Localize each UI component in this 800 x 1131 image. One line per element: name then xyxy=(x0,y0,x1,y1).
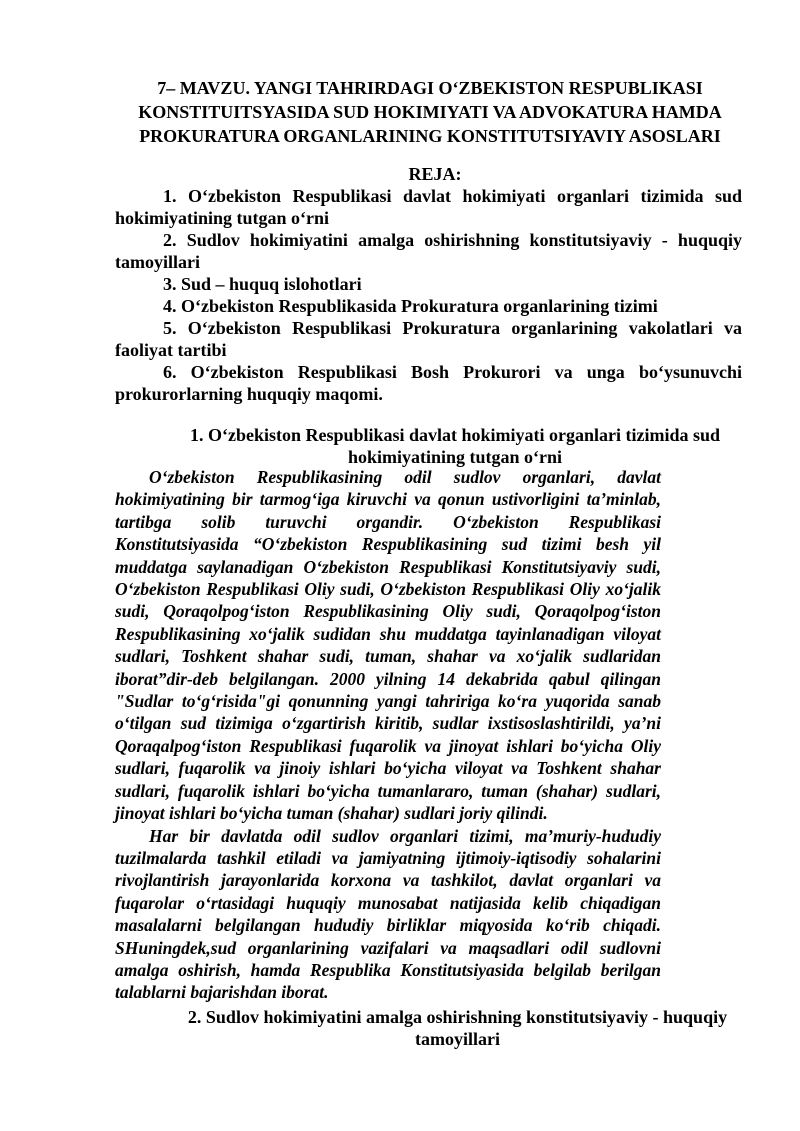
section-1-body xyxy=(115,466,661,1004)
section-1-heading xyxy=(115,424,795,468)
plan-item-2: 2. Sudlov hokimiyatini amalga oshirishning konstitutsiyaviy - huquqiy tamoyillari xyxy=(115,230,742,272)
plan-item-1: 1. O‘zbekiston Respublikasi davlat hokimiyati organlari tizimida sud hokimiyatining tutgan o‘rni xyxy=(115,186,742,228)
plan-item-6: 6. O‘zbekiston Respublikasi Bosh Prokurori va unga bo‘ysunuvchi prokurorlarning huquqiy maqomi. xyxy=(115,362,742,404)
paragraph-1: O‘zbekiston Respublikasining odil sudlov organlari, davlat hokimiyatining bir tarmog‘iga kiruvchi va qonun ustivorligini ta’minlab, tartibga solib turuvchi organdir. O‘zbekiston Respublikasi Konstitutsiyasida “O‘zbekiston Respublikasining sud tizimi besh yil muddatga saylanadigan O‘zbekiston Respublikasi Konstitutsiyaviy sudi, O‘zbekiston Respublikasi Oliy sudi, O‘zbekiston Respublikasi Oliy xo‘jalik sudi, Qoraqolpog‘iston Respublikasining Oliy sudi, Qoraqolpog‘iston Respublikasining xo‘jalik sudidan shu muddatga tayinlanadigan viloyat sudlari, Toshkent shahar sudi, tuman, shahar va xo‘jalik sudlaridan iborat”dir-deb belgilangan. 2000 yilning 14 dekabrida qabul qilingan "Sudlar to‘g‘risida"gi qonunning yangi tahririga ko‘ra yuqorida sanab o‘tilgan sud tizimiga o‘zgartirish kiritib, sudlar ixstisoslashtirildi, ya’ni Qoraqalpog‘iston Respublikasi fuqarolik va jinoyat ishlari bo‘yicha Oliy sudlari, fuqarolik va jinoiy ishlari bo‘yicha viloyat va Toshkent shahar sudlari, fuqarolik ishlari bo‘yicha tumanlararo, tuman (shahar) sudlari, jinoyat ishlari bo‘yicha tuman (shahar) sudlari joriy qilindi. xyxy=(115,467,661,824)
document-title xyxy=(110,76,750,148)
section-2-heading-line-1: 2. Sudlov hokimiyatini amalga oshirishning konstitutsiyaviy - huquqiy xyxy=(187,1007,728,1027)
section-1-heading-line-2: hokimiyatining tutgan o‘rni xyxy=(347,447,563,467)
plan-item-5: 5. O‘zbekiston Respublikasi Prokuratura organlarining vakolatlari va faoliyat tartibi xyxy=(115,318,742,360)
section-2-heading-line-2: tamoyillari xyxy=(415,1029,500,1049)
plan-heading: REJA: xyxy=(408,164,462,184)
plan-item-4: 4. O‘zbekiston Respublikasida Prokuratura organlarining tizimi xyxy=(163,296,658,316)
plan-item-3: 3. Sud – huquq islohotlari xyxy=(163,274,362,294)
plan-list xyxy=(115,185,742,405)
paragraph-2: Har bir davlatda odil sudlov organlari tizimi, ma’muriy-hududiy tuzilmalarda tashkil etiladi va jamiyatning ijtimoiy-iqtisodiy sohalarini rivojlantirish jarayonlarida korxona va tashkilot, davlat organlari va fuqarolar o‘rtasidagi huquqiy munosabat natijasida kelib chiqadigan masalalarni belgilangan hududiy birliklar miqyosida ko‘rib chiqadi. SHuningdek,sud organlarining vazifalari va maqsadlari odil sudlovni amalga oshirish, hamda Respublika Konstitutsiyasida belgilab berilgan talablarni bajarishdan iborat. xyxy=(115,825,661,1003)
title-line-1: 7– MAVZU. YANGI TAHRIRDAGI O‘ZBEKISTON RESPUBLIKASI xyxy=(157,78,703,98)
section-1-heading-line-1: 1. O‘zbekiston Respublikasi davlat hokimiyati organlari tizimida sud xyxy=(189,425,721,445)
title-line-3: PROKURATURA ORGANLARINING KONSTITUTSIYAVIY ASOSLARI xyxy=(139,126,721,146)
title-line-2: KONSTITUITSYASIDA SUD HOKIMIYATI VA ADVOKATURA HAMDA xyxy=(138,102,722,122)
section-2-heading xyxy=(115,1006,800,1050)
